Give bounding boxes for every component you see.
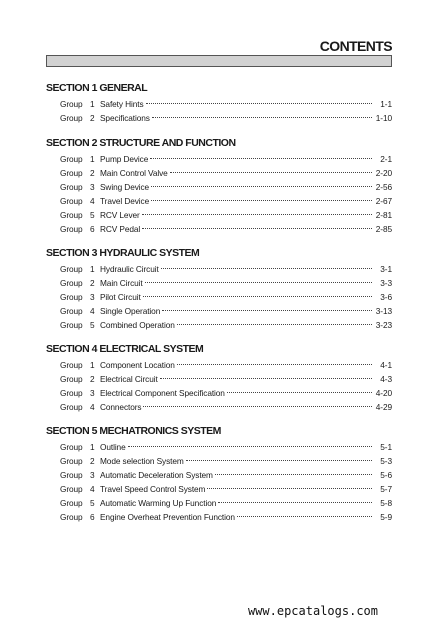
toc-entry[interactable] [46,97,392,111]
dot-leader [142,228,372,229]
toc-entry[interactable] [46,496,392,510]
dot-leader [218,502,372,503]
entry-title: RCV Pedal [100,224,141,234]
group-label: Group [60,224,83,234]
page-number: 3-13 [375,306,392,316]
entry-title: Pump Device [100,154,149,164]
group-label: Group [60,292,83,302]
dot-leader [146,103,372,104]
toc-entry[interactable] [46,180,392,194]
entry-title: Travel Speed Control System [100,484,206,494]
section-heading: SECTION 2 STRUCTURE AND FUNCTION [46,137,236,149]
group-label: Group [60,182,83,192]
group-label: Group [60,320,83,330]
dot-leader [237,516,372,517]
entry-title: Electrical Component Specification [100,388,225,398]
dot-leader [142,214,372,215]
page-number: 2-85 [375,224,392,234]
toc-entry[interactable] [46,262,392,276]
dot-leader [151,186,372,187]
group-number: 2 [90,113,95,123]
group-number: 1 [90,154,95,164]
dot-leader [170,172,372,173]
group-label: Group [60,484,83,494]
group-number: 5 [90,320,95,330]
entry-title: Combined Operation [100,320,175,330]
group-label: Group [60,210,83,220]
page-number: 1-1 [380,99,392,109]
group-number: 4 [90,196,95,206]
section-heading: SECTION 1 GENERAL [46,82,148,94]
toc-entry[interactable] [46,222,392,236]
page-number: 3-23 [375,320,392,330]
page-number: 4-20 [375,388,392,398]
toc-entry[interactable] [46,372,392,386]
group-number: 1 [90,99,95,109]
entry-title: Travel Device [100,196,150,206]
group-number: 2 [90,456,95,466]
entry-title: Main Circuit [100,278,143,288]
section-2 [46,137,392,236]
group-number: 4 [90,306,95,316]
dot-leader [160,378,372,379]
group-label: Group [60,402,83,412]
section-3 [46,247,392,332]
page-number: 3-3 [380,278,392,288]
group-number: 6 [90,224,95,234]
group-number: 3 [90,388,95,398]
page-number: 2-1 [380,154,392,164]
group-label: Group [60,113,83,123]
toc-entry[interactable] [46,510,392,524]
group-number: 6 [90,512,95,522]
entry-title: Automatic Deceleration System [100,470,213,480]
toc-entry[interactable] [46,386,392,400]
entry-title: Main Control Valve [100,168,168,178]
group-label: Group [60,278,83,288]
group-number: 3 [90,470,95,480]
toc-entry[interactable] [46,454,392,468]
group-label: Group [60,470,83,480]
group-number: 2 [90,168,95,178]
section-heading: SECTION 3 HYDRAULIC SYSTEM [46,247,200,259]
dot-leader [227,392,372,393]
page-number: 3-6 [380,292,392,302]
entry-title: Pilot Circuit [100,292,141,302]
page-number: 5-9 [380,512,392,522]
group-label: Group [60,264,83,274]
entry-title: Component Location [100,360,175,370]
entry-title: Mode selection System [100,456,184,466]
page-number: 5-8 [380,498,392,508]
toc-entry[interactable] [46,468,392,482]
group-label: Group [60,196,83,206]
dot-leader [150,158,372,159]
section-heading: SECTION 4 ELECTRICAL SYSTEM [46,343,204,355]
group-label: Group [60,306,83,316]
dot-leader [143,406,372,407]
group-number: 1 [90,442,95,452]
page-number: 2-67 [375,196,392,206]
dot-leader [152,117,372,118]
entry-title: Engine Overheat Prevention Function [100,512,235,522]
watermark-url: www.epcatalogs.com [247,604,378,618]
group-number: 3 [90,292,95,302]
toc-entry[interactable] [46,208,392,222]
toc-entry[interactable] [46,111,392,125]
group-label: Group [60,456,83,466]
dot-leader [128,446,372,447]
entry-title: Single Operation [100,306,161,316]
group-number: 5 [90,498,95,508]
group-number: 2 [90,278,95,288]
toc-entry[interactable] [46,318,392,332]
dot-leader [145,282,372,283]
dot-leader [162,310,372,311]
section-heading: SECTION 5 MECHATRONICS SYSTEM [46,425,221,437]
entry-title: Electrical Circuit [100,374,158,384]
dot-leader [143,296,372,297]
toc-entry[interactable] [46,276,392,290]
group-label: Group [60,512,83,522]
group-number: 2 [90,374,95,384]
dot-leader [207,488,372,489]
dot-leader [161,268,372,269]
section-5 [46,425,392,524]
group-label: Group [60,442,83,452]
page-title: CONTENTS [319,38,392,54]
dot-leader [177,364,372,365]
section-4 [46,343,392,414]
page-number: 5-1 [380,442,392,452]
toc-entry[interactable] [46,152,392,166]
page-number: 2-56 [375,182,392,192]
group-label: Group [60,498,83,508]
toc-entry[interactable] [46,304,392,318]
dot-leader [177,324,372,325]
toc-entry[interactable] [46,440,392,454]
group-number: 1 [90,264,95,274]
group-label: Group [60,374,83,384]
group-label: Group [60,168,83,178]
dot-leader [151,200,372,201]
entry-title: Automatic Warming Up Function [100,498,217,508]
page-number: 4-29 [375,402,392,412]
group-label: Group [60,360,83,370]
group-number: 4 [90,402,95,412]
group-label: Group [60,154,83,164]
page-number: 5-3 [380,456,392,466]
entry-title: Specifications [100,113,150,123]
toc-entry[interactable] [46,482,392,496]
page-number: 4-1 [380,360,392,370]
page-number: 1-10 [375,113,392,123]
group-number: 4 [90,484,95,494]
entry-title: RCV Lever [100,210,140,220]
dot-leader [215,474,372,475]
section-1 [46,82,392,125]
page-number: 2-20 [375,168,392,178]
group-label: Group [60,99,83,109]
group-number: 3 [90,182,95,192]
page-number: 4-3 [380,374,392,384]
group-number: 5 [90,210,95,220]
dot-leader [186,460,372,461]
group-number: 1 [90,360,95,370]
entry-title: Outline [100,442,126,452]
toc-entry[interactable] [46,358,392,372]
toc-entry[interactable] [46,400,392,414]
toc-entry[interactable] [46,290,392,304]
page-number: 5-6 [380,470,392,480]
page-number: 3-1 [380,264,392,274]
entry-title: Connectors [100,402,142,412]
title-bar [46,55,392,67]
page-number: 2-81 [375,210,392,220]
entry-title: Hydraulic Circuit [100,264,159,274]
page-number: 5-7 [380,484,392,494]
entry-title: Safety Hints [100,99,144,109]
toc-entry[interactable] [46,194,392,208]
entry-title: Swing Device [100,182,150,192]
toc-entry[interactable] [46,166,392,180]
group-label: Group [60,388,83,398]
